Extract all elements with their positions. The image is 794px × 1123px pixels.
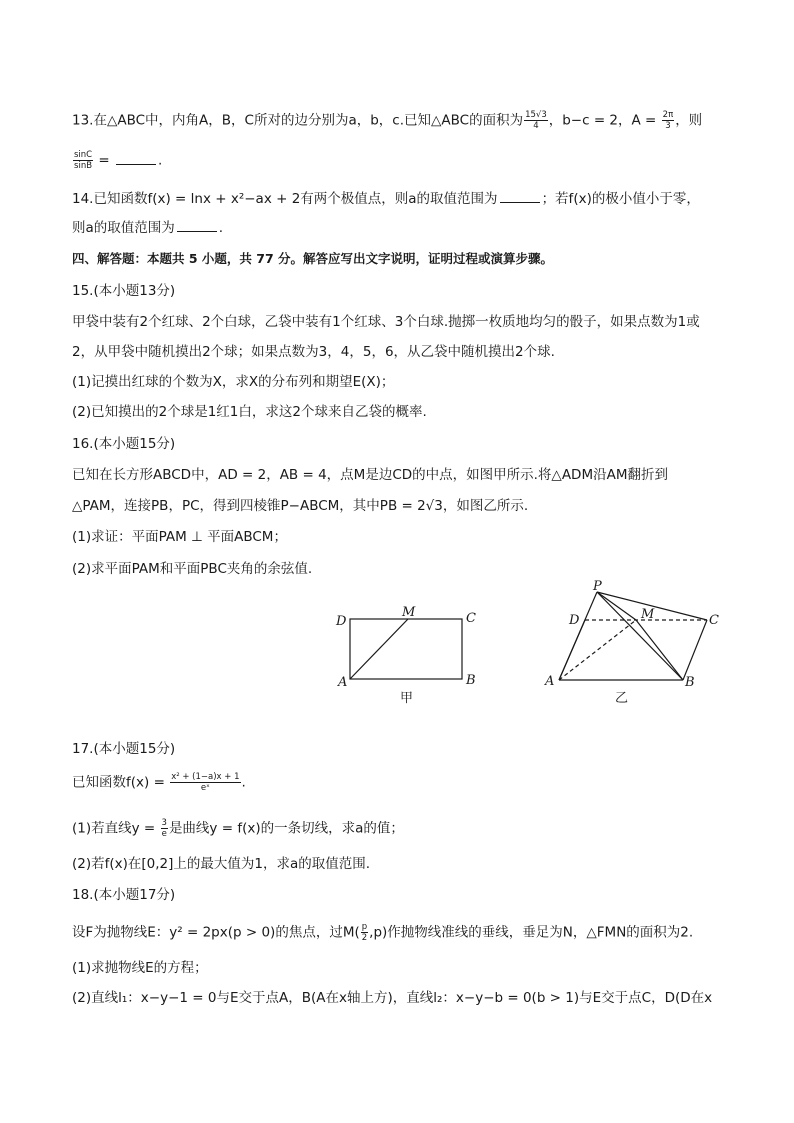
q16-heading: 16.(本小题15分) bbox=[72, 436, 176, 452]
q15-para2: 2，从甲袋中随机摸出2个球；如果点数为3，4，5，6，从乙袋中随机摸出2个球. bbox=[72, 344, 555, 360]
q13-answer-blank bbox=[116, 152, 156, 165]
q13-tail: ，则 bbox=[675, 112, 703, 129]
q13-text: 13.在△ABC中，内角A，B，C所对的边分别为a，b，c.已知△ABC的面积为 bbox=[72, 112, 524, 129]
label-a: A bbox=[338, 675, 348, 690]
q17-sub1: (1)若直线y = $\frac{3}{e}$ 是曲线y = f(x)的一条切线，求a的值； bbox=[72, 818, 404, 839]
q13-line1 bbox=[72, 110, 702, 131]
q16-para2: △PAM，连接PB，PC，得到四棱锥P−ABCM，其中PB = 2√3，如图乙所示. bbox=[72, 498, 529, 514]
label-c2: C bbox=[709, 613, 719, 628]
q17-heading: 17.(本小题15分) bbox=[72, 741, 176, 757]
rectangle-abcd bbox=[350, 619, 462, 679]
q18-point-fraction: $\frac{p}{2}$ bbox=[361, 922, 368, 943]
edge-pa bbox=[559, 592, 597, 680]
q14-blank-2 bbox=[177, 219, 217, 232]
label-m2: M bbox=[641, 607, 655, 622]
label-b: B bbox=[466, 673, 476, 688]
section-heading: 四、解答题：本题共 5 小题，共 77 分。解答应写出文字说明，证明过程或演算步骤。 bbox=[72, 251, 554, 266]
q18-para1: 设F为抛物线E：y² = 2px(p > 0)的焦点，过M( $\frac{p}{2}$ ,p)作抛物线准线的垂线，垂足为N，△FMN的面积为2. bbox=[72, 922, 694, 943]
figure-pyramid-yi bbox=[535, 580, 730, 705]
q13-area-fraction: $\frac{15√3}{4}$ bbox=[525, 110, 547, 131]
edge-pb bbox=[597, 592, 683, 680]
label-m: M bbox=[402, 605, 416, 620]
edge-am-dashed bbox=[559, 620, 636, 680]
label-d: D bbox=[336, 614, 347, 629]
label-a2: A bbox=[545, 674, 555, 689]
label-b2: B bbox=[685, 675, 695, 690]
q14-line1: 14.已知函数f(x) = lnx + x²−ax + 2有两个极值点，则a的取值范围为 ；若f(x)的极小值小于零， bbox=[72, 191, 700, 207]
q16-para1: 已知在长方形ABCD中，AD = 2，AB = 4，点M是边CD的中点，如图甲所示.将△ADM沿AM翻折到 bbox=[72, 467, 668, 483]
figure-rectangle-jia bbox=[330, 600, 490, 710]
q17-function-fraction: $\frac{\text{x² + (1−a)x + 1}}{\text{eˣ}}$ bbox=[171, 772, 240, 793]
q15-sub2: (2)已知摸出的2个球是1红1白，求这2个球来自乙袋的概率. bbox=[72, 404, 427, 420]
edge-pm bbox=[597, 592, 636, 620]
caption-jia: 甲 bbox=[400, 691, 414, 706]
q13-ratio-fraction: $\frac{\sin C}{\sin B}$ bbox=[74, 150, 93, 171]
q16-sub2: (2)求平面PAM和平面PBC夹角的余弦值. bbox=[72, 561, 313, 577]
q15-heading: 15.(本小题13分) bbox=[72, 283, 176, 299]
q15-para1: 甲袋中装有2个红球、2个白球，乙袋中装有1个红球、3个白球.抛掷一枚质地均匀的骰子，如果点数为1或 bbox=[72, 314, 700, 330]
q15-sub1: (1)记摸出红球的个数为X，求X的分布列和期望E(X)； bbox=[72, 374, 395, 390]
q13-mid: ，b−c = 2，A = bbox=[548, 112, 657, 129]
q13-angle-fraction: $\frac{2\pi}{3}$ bbox=[662, 110, 674, 131]
q13-line2: $\frac{\sin C}{\sin B}$ = . bbox=[74, 150, 163, 171]
q14-line2: 则a的取值范围为 . bbox=[72, 220, 224, 236]
segment-am bbox=[350, 619, 408, 679]
q17-line-fraction: $\frac{3}{e}$ bbox=[161, 818, 167, 839]
q18-sub1: (1)求抛物线E的方程； bbox=[72, 960, 208, 976]
q18-sub2: (2)直线l₁：x−y−1 = 0与E交于点A，B(A在x轴上方)，直线l₂：x−y−b = 0(b > 1)与E交于点C，D(D在x bbox=[72, 990, 713, 1006]
q18-heading: 18.(本小题17分) bbox=[72, 887, 176, 903]
q17-para1: 已知函数f(x) = $\frac{\text{x² + (1−a)x + 1}}{\text{eˣ}}$ . bbox=[72, 772, 246, 793]
q17-sub2: (2)若f(x)在[0,2]上的最大值为1，求a的取值范围. bbox=[72, 856, 371, 872]
label-c: C bbox=[466, 611, 476, 626]
edge-mb bbox=[636, 620, 683, 680]
q13-eq: = bbox=[98, 152, 110, 169]
edge-bc bbox=[683, 620, 707, 680]
q16-sub1: (1)求证：平面PAM ⊥ 平面ABCM； bbox=[72, 529, 287, 545]
label-d2: D bbox=[569, 613, 580, 628]
q14-blank-1 bbox=[500, 190, 540, 203]
caption-yi: 乙 bbox=[615, 691, 629, 705]
label-p: P bbox=[593, 580, 602, 594]
